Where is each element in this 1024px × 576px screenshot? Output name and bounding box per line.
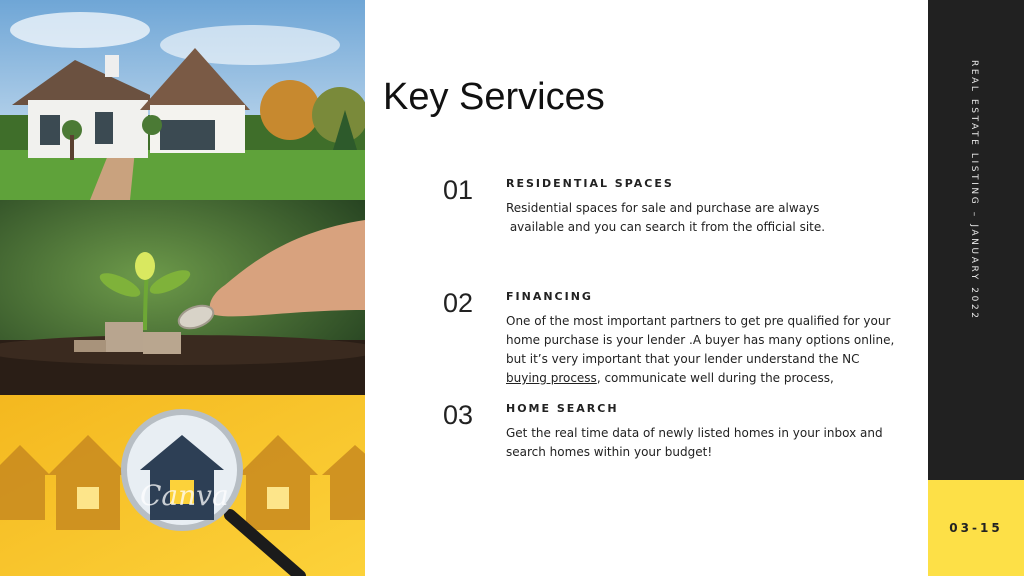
plant-coins-illustration: [0, 200, 365, 395]
service-number: 03: [443, 400, 474, 430]
house-illustration: [0, 0, 365, 200]
service-number: 02: [443, 288, 474, 318]
side-label: REAL ESTATE LISTING – JANUARY 2022: [969, 60, 979, 321]
service-heading: FINANCING: [506, 290, 593, 303]
house-photo: [0, 0, 365, 200]
service-description: [506, 312, 896, 388]
watermark-text: Canva: [140, 479, 229, 512]
service-number: 01: [443, 175, 474, 205]
buying-process-link[interactable]: buying process: [506, 371, 597, 385]
service-heading: RESIDENTIAL SPACES: [506, 177, 674, 190]
service-description: [506, 199, 896, 237]
description-line: Residential spaces for sale and purchase are always: [506, 201, 820, 215]
home-search-photo: [0, 395, 365, 576]
description-text: One of the most important partners to get pre qualified for your home purchase is your lender .A buyer has many options online, but it’s very important that your lender understand the NC: [506, 314, 895, 366]
description-text: , communicate well during the process,: [596, 371, 834, 385]
plant-coins-photo: [0, 200, 365, 395]
image-column: [0, 0, 365, 576]
page-title: Key Services: [383, 76, 605, 118]
description-line: available and you can search it from the official site.: [506, 220, 826, 234]
service-heading: HOME SEARCH: [506, 402, 619, 415]
page-number: 03-15: [949, 521, 1003, 535]
service-description: Get the real time data of newly listed homes in your inbox and search homes within your budget!: [506, 426, 883, 459]
home-search-illustration: [0, 395, 365, 576]
